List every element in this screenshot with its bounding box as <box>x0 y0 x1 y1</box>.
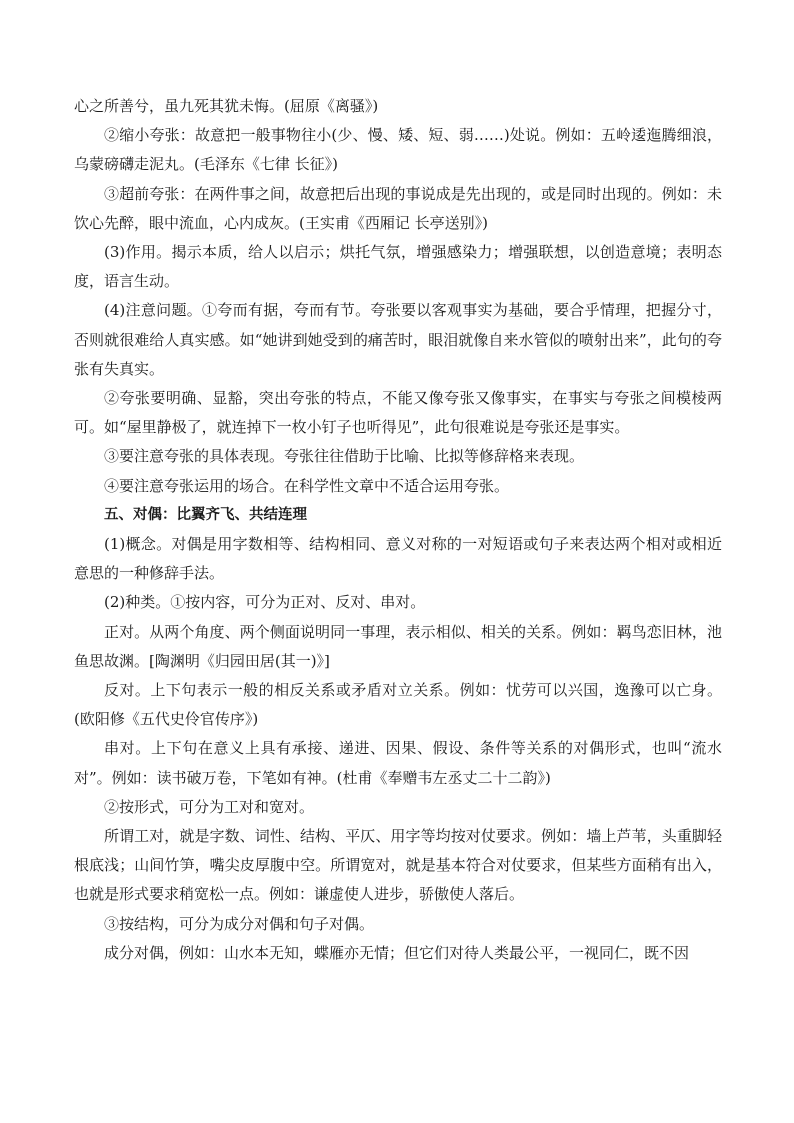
paragraph: ②夸张要明确、显豁，突出夸张的特点，不能又像夸张又像事实，在事实与夸张之间模棱两可。如“屋里静极了，就连掉下一枚小钉子也听得见”，此句很难说是夸张还是事实。 <box>74 389 722 437</box>
paragraph: 反对。上下句表示一般的相反关系或矛盾对立关系。例如：忧劳可以兴国，逸豫可以亡身。(欧阳修《五代史伶官传序》) <box>74 681 722 729</box>
paragraph: 所谓工对，就是字数、词性、结构、平仄、用字等均按对仗要求。例如：墙上芦苇，头重脚轻根底浅；山间竹笋，嘴尖皮厚腹中空。所谓宽对，就是基本符合对仗要求，但某些方面稍有出入，也就是形式要求稍宽松一点。例如：谦虚使人进步，骄傲使人落后。 <box>74 827 722 904</box>
section-heading: 五、对偶：比翼齐飞、共结连理 <box>104 506 307 523</box>
paragraph: (4)注意问题。①夸而有据，夸而有节。夸张要以客观事实为基础，要合乎情理，把握分寸，否则就很难给人真实感。如“她讲到她受到的痛苦时，眼泪就像自来水管似的喷射出来”，此句的夸张有失真实。 <box>74 301 722 378</box>
paragraph: (3)作用。揭示本质，给人以启示；烘托气氛，增强感染力；增强联想，以创造意境；表明态度，语言生动。 <box>74 243 722 291</box>
paragraph: (1)概念。对偶是用字数相等、结构相同、意义对称的一对短语或句子来表达两个相对或相近意思的一种修辞手法。 <box>74 535 722 583</box>
paragraph: ④要注意夸张运用的场合。在科学性文章中不适合运用夸张。 <box>104 476 510 495</box>
paragraph: ③超前夸张：在两件事之间，故意把后出现的事说成是先出现的，或是同时出现的。例如：未饮心先醉，眼中流血，心内成灰。(王实甫《西厢记 长亭送别》) <box>74 184 722 232</box>
paragraph: ②按形式，可分为工对和宽对。 <box>104 797 315 816</box>
paragraph: ③要注意夸张的具体表现。夸张往往借助于比喻、比拟等修辞格来表现。 <box>104 447 585 466</box>
paragraph: 成分对偶，例如：山水本无知，蝶雁亦无情；但它们对待人类最公平，一视同仁，既不因 <box>104 943 690 962</box>
paragraph: 正对。从两个角度、两个侧面说明同一事理，表示相似、相关的关系。例如：羁鸟恋旧林，池鱼思故渊。[陶渊明《归园田居(其一)》] <box>74 622 722 670</box>
paragraph: ③按结构，可分为成分对偶和句子对偶。 <box>104 914 375 933</box>
paragraph: (2)种类。①按内容，可分为正对、反对、串对。 <box>104 593 426 612</box>
paragraph: 心之所善兮，虽九死其犹未悔。(屈原《离骚》) <box>74 97 379 115</box>
paragraph: 串对。上下句在意义上具有承接、递进、因果、假设、条件等关系的对偶形式，也叫“流水对”。例如：读书破万卷，下笔如有神。(杜甫《奉赠韦左丞丈二十二韵》) <box>74 739 722 787</box>
paragraph: ②缩小夸张：故意把一般事物往小(少、慢、矮、短、弱……)处说。例如：五岭逶迤腾细浪，乌蒙磅礴走泥丸。(毛泽东《七律 长征》) <box>74 126 722 174</box>
document-body <box>74 92 722 968</box>
